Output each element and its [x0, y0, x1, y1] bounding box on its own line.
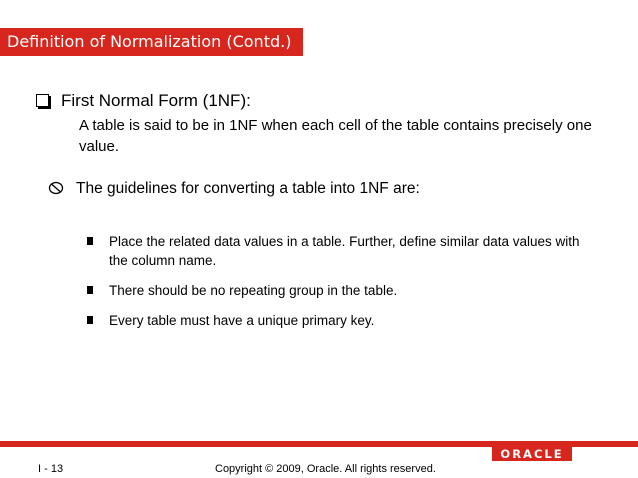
definition-text: A table is said to be in 1NF when each cell of the table contains precisely one value. — [79, 117, 592, 155]
list-item-text: Place the related data values in a table. Further, define similar data values with the column name. — [109, 234, 580, 268]
guideline-intro-text: The guidelines for converting a table into 1NF are: — [76, 180, 420, 197]
section-heading-text: First Normal Form (1NF): — [61, 91, 251, 110]
list-item-text: There should be no repeating group in the table. — [109, 283, 398, 298]
box-bullet-icon — [36, 94, 49, 107]
list-item-text: Every table must have a unique primary key. — [109, 313, 375, 328]
guideline-list — [87, 232, 587, 341]
square-bullet-icon — [87, 237, 93, 245]
list-item — [87, 311, 587, 330]
square-bullet-icon — [87, 286, 93, 294]
oracle-logo: ORACLE — [492, 447, 572, 461]
no-entry-icon — [48, 180, 64, 196]
page-number: I - 13 — [38, 463, 64, 475]
square-bullet-icon — [87, 316, 93, 324]
list-item — [87, 281, 587, 300]
guideline-intro — [48, 178, 420, 200]
section-heading — [36, 90, 251, 112]
copyright-notice: Copyright © 2009, Oracle. All rights reserved. — [215, 463, 436, 475]
list-item — [87, 232, 587, 270]
slide-title: Definition of Normalization (Contd.) — [0, 28, 303, 56]
